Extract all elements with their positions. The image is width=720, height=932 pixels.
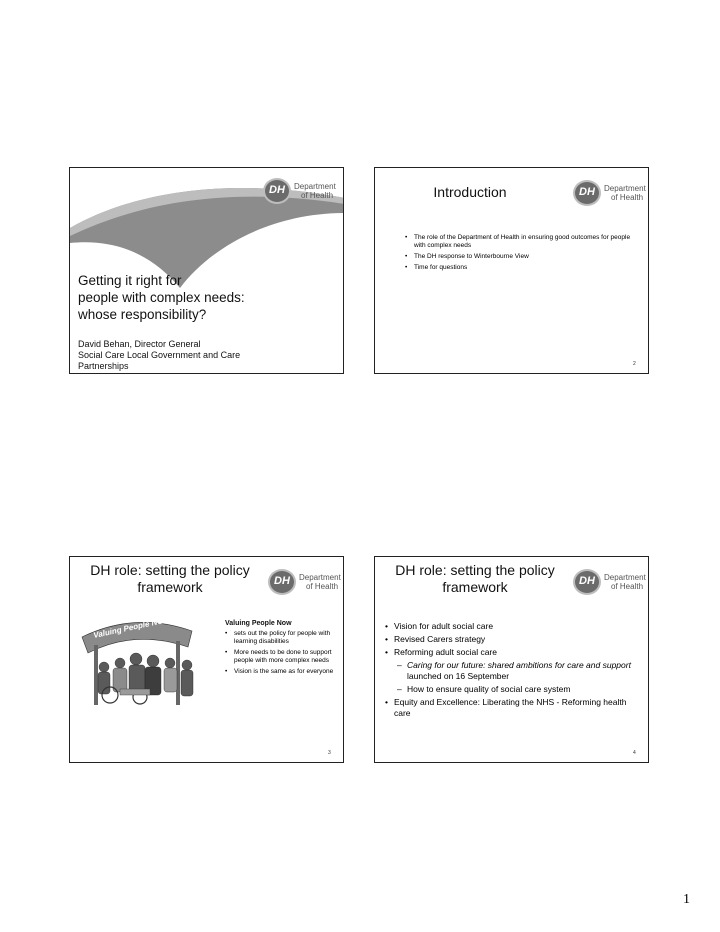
logo-badge: DH xyxy=(579,186,595,198)
sub-item-italic-text: Caring for our future: shared ambitions for care and support xyxy=(407,660,631,670)
list-item-text: sets out the policy for people with learning disabilities xyxy=(234,630,331,645)
bullet-list xyxy=(385,621,643,721)
logo-badge: DH xyxy=(269,184,285,196)
list-item: • Reforming adult social care xyxy=(385,647,497,657)
slide-heading: Introduction xyxy=(433,184,507,200)
dh-logo xyxy=(575,180,649,208)
logo-line1: Department xyxy=(294,182,336,191)
logo-badge: DH xyxy=(579,575,595,587)
list-item-text: Revised Carers strategy xyxy=(394,634,486,644)
slide-1 xyxy=(69,167,344,374)
list-item-text: The role of the Department of Health in ensuring good outcomes for people with complex needs xyxy=(414,234,631,249)
bullet-list xyxy=(225,630,335,679)
slide-4 xyxy=(374,556,649,763)
bullet-list xyxy=(405,234,635,275)
list-title: Valuing People Now xyxy=(225,620,292,627)
logo-line2: of Health xyxy=(306,582,339,591)
list-item: • Vision for adult social care xyxy=(385,621,494,631)
list-item-text: Vision for adult social care xyxy=(394,621,494,631)
valuing-people-illustration xyxy=(80,615,210,710)
logo-line2: of Health xyxy=(611,193,644,202)
list-item-text: Equity and Excellence: Liberating the NHS - Reforming health care xyxy=(394,697,627,718)
list-item: • More needs to be done to support people with more complex needs xyxy=(225,649,332,664)
list-item-text: Vision is the same as for everyone xyxy=(234,668,334,675)
list-item-text: Time for questions xyxy=(414,264,468,271)
slide-page-number: 4 xyxy=(633,750,636,756)
list-item: • Vision is the same as for everyone xyxy=(225,668,334,675)
list-item: • Revised Carers strategy xyxy=(385,634,486,644)
list-item: • sets out the policy for people with learning disabilities xyxy=(225,630,331,645)
list-item: • Equity and Excellence: Liberating the NHS - Reforming health care xyxy=(385,697,627,718)
logo-line2: of Health xyxy=(301,191,334,200)
logo-line1: Department xyxy=(604,184,646,193)
list-item: • Time for questions xyxy=(405,264,468,271)
logo-line2: of Health xyxy=(611,582,644,591)
slide-2 xyxy=(374,167,649,374)
list-item-text: Reforming adult social care xyxy=(394,647,497,657)
slide-heading: DH role: setting the policy framework xyxy=(90,562,250,595)
list-item-text: More needs to be done to support people with more complex needs xyxy=(234,649,332,664)
dh-logo xyxy=(575,569,649,597)
logo-line1: Department xyxy=(604,573,646,582)
dh-logo xyxy=(270,569,344,597)
sub-list-item: – How to ensure quality of social care system xyxy=(397,684,571,694)
slide-page-number: 3 xyxy=(328,750,331,756)
slide-3 xyxy=(69,556,344,763)
sub-item-text: launched on 16 September xyxy=(407,671,510,681)
sub-list-item: – Caring for our future: shared ambitions for care and support launched on 16 September xyxy=(397,660,631,681)
slide-author: David Behan, Director General Social Care Local Government and Care Partnerships xyxy=(78,339,241,371)
logo-badge: DH xyxy=(274,575,290,587)
slide-page-number: 2 xyxy=(633,361,636,367)
list-item: • The DH response to Winterbourne View xyxy=(405,253,529,260)
page-number: 1 xyxy=(683,892,690,907)
list-item: • The role of the Department of Health in ensuring good outcomes for people with complex needs xyxy=(405,234,631,249)
banner-text: Valuing People NOW xyxy=(92,615,172,640)
logo-line1: Department xyxy=(299,573,341,582)
slide-title: Getting it right for people with complex needs: whose responsibility? xyxy=(78,273,245,322)
list-item-text: The DH response to Winterbourne View xyxy=(414,253,529,260)
dh-logo xyxy=(265,178,339,206)
sub-item-text: How to ensure quality of social care system xyxy=(407,684,571,694)
slide-heading: DH role: setting the policy framework xyxy=(395,562,555,595)
